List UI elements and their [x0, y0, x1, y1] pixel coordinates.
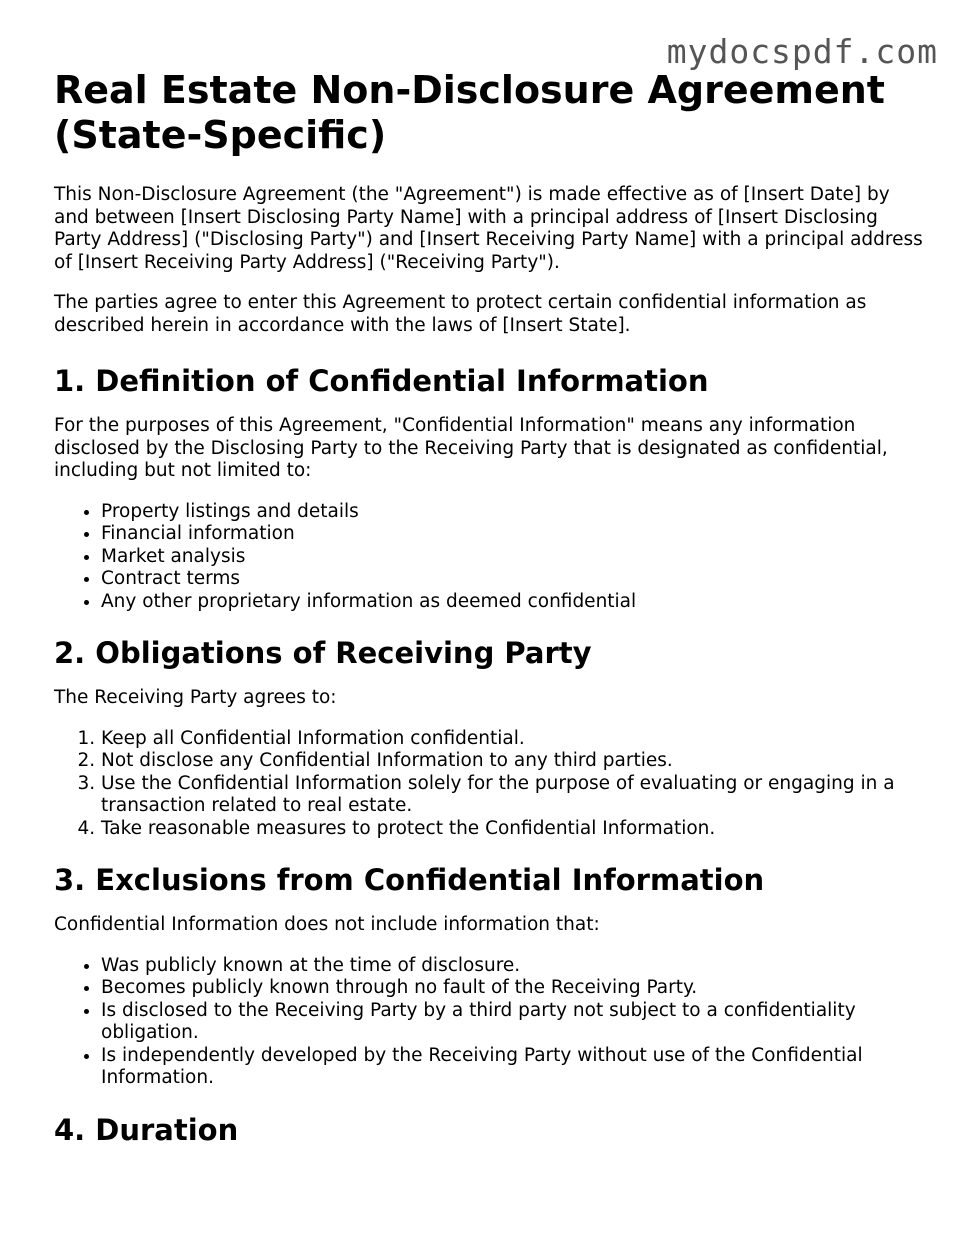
- list-item: • Was publicly known at the time of disclosure.: [101, 955, 924, 978]
- bullet-list: [54, 955, 924, 1090]
- intro-paragraph: This Non-Disclosure Agreement (the "Agreement") is made effective as of [Insert Date] by and between [Insert Disclosing Party Name] with a principal address of [Insert Disclosing Party Address] ("Disclosing Party") and [Insert Receiving Party Name] with a principal address of [Insert Receiving Party Address] ("Receiving Party").: [54, 184, 923, 273]
- watermark: mydocspdf.com: [666, 32, 938, 71]
- section-heading: 4. Duration: [54, 1112, 239, 1147]
- list-item: 1. Keep all Confidential Information confidential.: [101, 728, 924, 751]
- document-title: Real Estate Non-Disclosure Agreement (State-Specific): [54, 68, 885, 157]
- list-item: • Becomes publicly known through no fault of the Receiving Party.: [101, 977, 924, 1000]
- numbered-list: [54, 728, 924, 841]
- list-item: • Financial information: [101, 523, 924, 546]
- bullet-list: [54, 501, 924, 614]
- section-heading: 1. Definition of Confidential Information: [54, 364, 709, 398]
- section-text: Confidential Information does not include information that:: [54, 914, 600, 935]
- intro-paragraph: The parties agree to enter this Agreement to protect certain confidential information as described herein in accordance with the laws of [Insert State].: [54, 292, 867, 336]
- list-item: 3. Use the Confidential Information solely for the purpose of evaluating or engaging in a transaction related to real estate.: [101, 773, 924, 818]
- section-heading: 3. Exclusions from Confidential Information: [54, 863, 765, 897]
- list-item: • Any other proprietary information as deemed confidential: [101, 591, 924, 614]
- section-heading: 2. Obligations of Receiving Party: [54, 636, 592, 670]
- list-item: • Property listings and details: [101, 501, 924, 524]
- list-item: • Is independently developed by the Receiving Party without use of the Confidential Information.: [101, 1045, 924, 1090]
- list-item: 2. Not disclose any Confidential Information to any third parties.: [101, 750, 924, 773]
- list-item: • Is disclosed to the Receiving Party by a third party not subject to a confidentiality obligation.: [101, 1000, 924, 1045]
- document-body: [54, 68, 924, 1164]
- list-item: 4. Take reasonable measures to protect the Confidential Information.: [101, 818, 924, 841]
- section-text: The Receiving Party agrees to:: [54, 687, 337, 708]
- list-item: • Market analysis: [101, 546, 924, 569]
- list-item: • Contract terms: [101, 568, 924, 591]
- section-text: For the purposes of this Agreement, "Confidential Information" means any information disclosed by the Disclosing Party to the Receiving Party that is designated as confidential, including but not limited to:: [54, 415, 888, 481]
